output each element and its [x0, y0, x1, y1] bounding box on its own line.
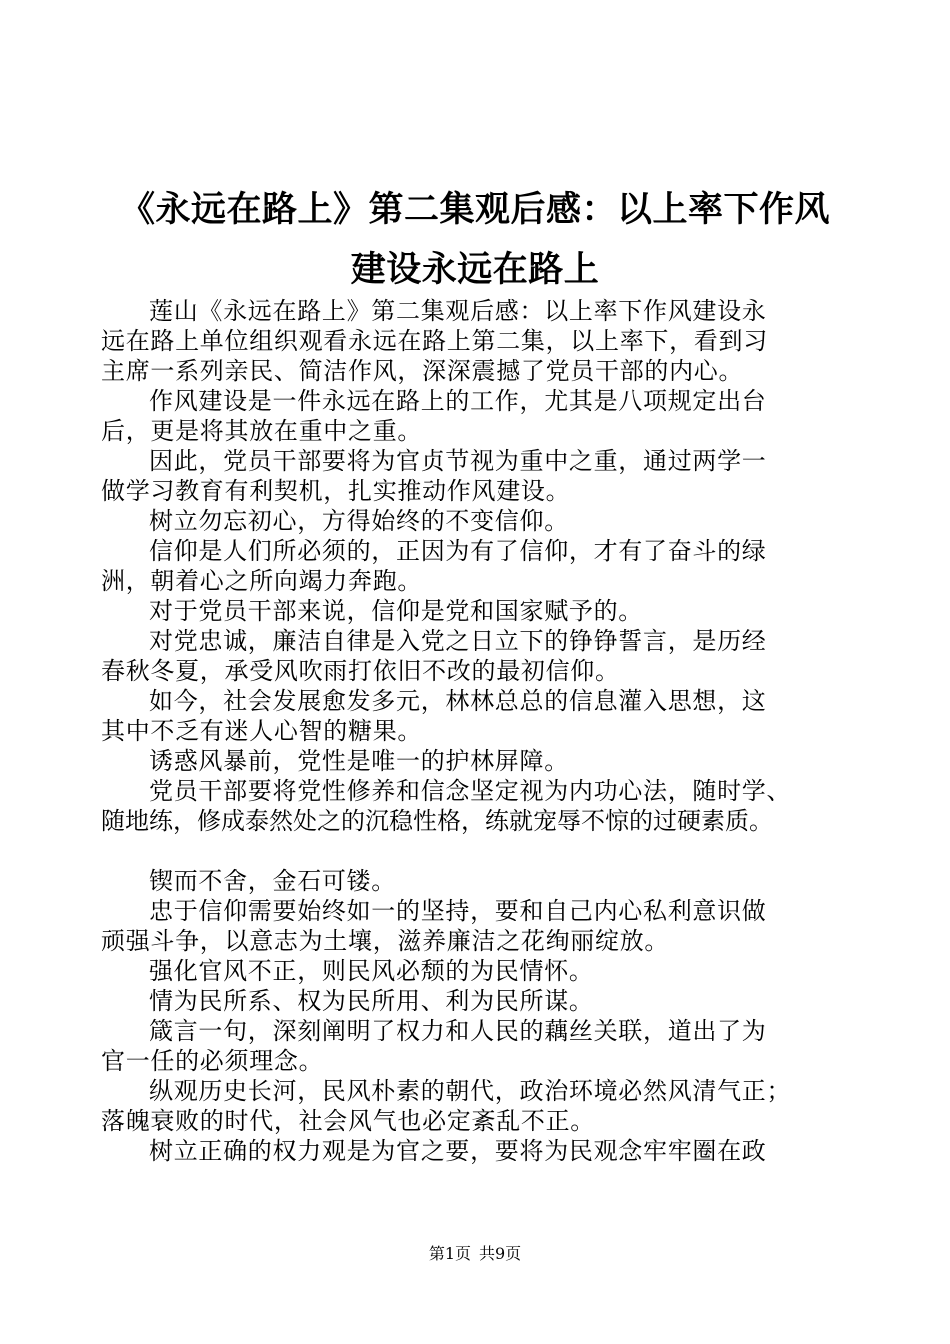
paragraph [101, 536, 836, 596]
document-title [100, 180, 850, 300]
paragraph [101, 866, 836, 896]
text-line: 对于党员干部来说，信仰是党和国家赋予的。 [149, 597, 643, 625]
text-line: 远在路上单位组织观看永远在路上第二集，以上率下，看到习 [101, 327, 768, 355]
page-footer [0, 1244, 950, 1264]
text-line: 树立勿忘初心，方得始终的不变信仰。 [149, 507, 569, 535]
paragraph [101, 896, 836, 956]
paragraph [101, 956, 836, 986]
text-line: 党员干部要将党性修养和信念坚定视为内功心法，随时学、 [149, 777, 792, 805]
text-line: 后，更是将其放在重中之重。 [101, 417, 423, 445]
paragraph [101, 506, 836, 536]
text-line: 如今，社会发展愈发多元，林林总总的信息灌入思想，这 [149, 687, 767, 715]
text-line: 主席一系列亲民、简洁作风，深深震撼了党员干部的内心。 [101, 357, 744, 385]
text-line: 落魄衰败的时代，社会风气也必定紊乱不正。 [101, 1107, 595, 1135]
document-body [101, 296, 836, 1166]
paragraph [101, 746, 836, 776]
paragraph [101, 686, 836, 746]
text-line: 随地练，修成泰然处之的沉稳性格，练就宠辱不惊的过硬素质。 [101, 807, 773, 835]
paragraph [101, 626, 836, 686]
text-line: 情为民所系、权为民所用、利为民所谋。 [149, 987, 594, 1015]
text-line: 树立正确的权力观是为官之要，要将为民观念牢牢圈在政 [149, 1137, 767, 1165]
paragraph [101, 986, 836, 1016]
paragraph [101, 1076, 836, 1136]
paragraph [101, 296, 836, 386]
text-line: 做学习教育有利契机，扎实推动作风建设。 [101, 477, 571, 505]
text-line: 顽强斗争，以意志为土壤，滋养廉洁之花绚丽绽放。 [101, 927, 670, 955]
text-line: 春秋冬夏，承受风吹雨打依旧不改的最初信仰。 [101, 657, 620, 685]
text-line: 因此，党员干部要将为官贞节视为重中之重，通过两学一 [149, 447, 767, 475]
text-line: 强化官风不正，则民风必颓的为民情怀。 [149, 957, 594, 985]
page-total: 共9页 [479, 1244, 522, 1263]
text-line: 官一任的必须理念。 [101, 1047, 324, 1075]
title-line: 《永远在路上》第二集观后感：以上率下作风 [119, 190, 830, 230]
paragraph [101, 386, 836, 446]
page-number: 第1页 [428, 1244, 471, 1263]
text-line: 锲而不舍，金石可镂。 [149, 867, 396, 895]
text-line: 作风建设是一件永远在路上的工作，尤其是八项规定出台 [149, 387, 767, 415]
paragraph [101, 446, 836, 506]
text-line: 诱惑风暴前，党性是唯一的护林屏障。 [149, 747, 569, 775]
text-line: 其中不乏有迷人心智的糖果。 [101, 717, 423, 745]
text-line: 纵观历史长河，民风朴素的朝代，政治环境必然风清气正； [149, 1077, 792, 1105]
title-line: 建设永远在路上 [350, 250, 600, 290]
paragraph [101, 596, 836, 626]
text-line: 信仰是人们所必须的，正因为有了信仰，才有了奋斗的绿 [149, 537, 767, 565]
text-line: 箴言一句，深刻阐明了权力和人民的藕丝关联，道出了为 [149, 1017, 767, 1045]
paragraph [101, 776, 836, 836]
paragraph-gap [101, 836, 836, 866]
paragraph [101, 1016, 836, 1076]
text-line: 洲，朝着心之所向竭力奔跑。 [101, 567, 423, 595]
paragraph [101, 1136, 836, 1166]
text-line: 莲山《永远在路上》第二集观后感：以上率下作风建设永 [149, 297, 767, 325]
text-line: 对党忠诚，廉洁自律是入党之日立下的铮铮誓言，是历经 [149, 627, 767, 655]
text-line: 忠于信仰需要始终如一的坚持，要和自己内心私利意识做 [149, 897, 767, 925]
